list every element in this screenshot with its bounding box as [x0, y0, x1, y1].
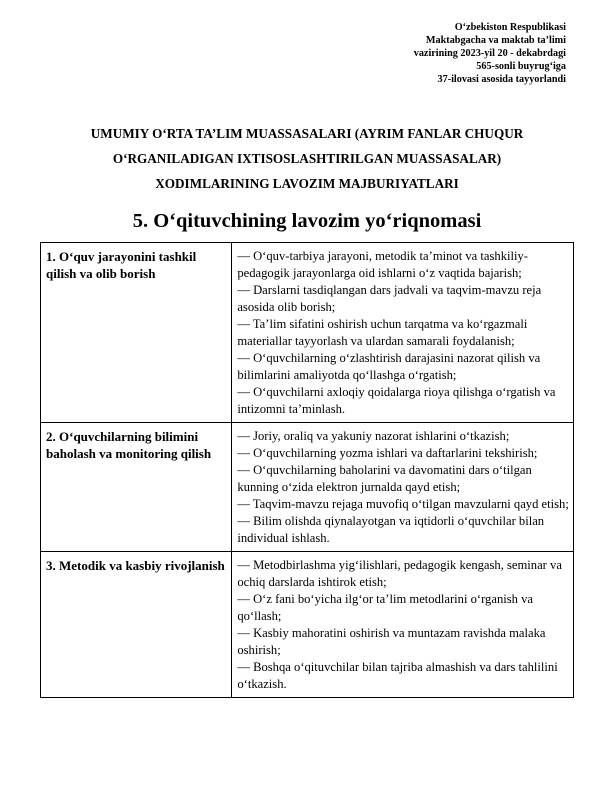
table-row: [41, 552, 574, 698]
duty-area-cell: 1. O‘quv jarayonini tashkil qilish va olib borish: [41, 243, 232, 423]
duty-item: — Kasbiy mahoratini oshirish va muntazam ravishda malaka oshirish;: [237, 626, 546, 657]
duty-item: — Bilim olishda qiynalayotgan va iqtidorli o‘quvchilar bilan individual ishlash.: [237, 514, 545, 545]
duty-item: — Darslarni tasdiqlangan dars jadvali va taqvim-mavzu reja asosida olib borish;: [237, 283, 542, 314]
title-line: O‘RGANILADIGAN IXTISOSLASHTIRILGAN MUASSASALAR): [112, 151, 502, 166]
duty-item: — O‘quvchilarning yozma ishlari va daftarlarini tekshirish;: [237, 446, 538, 460]
duty-item: — O‘quvchilarning o‘zlashtirish darajasini nazorat qilish va bilimlarini amaliyotda qo‘llashga o‘rgatish;: [237, 351, 541, 382]
document-title: [40, 121, 574, 196]
approval-line: 565-sonli buyrug‘iga: [476, 61, 566, 72]
duty-item: — O‘quvchilarni axloqiy qoidalarga rioya qilishga o‘rgatish va intizomni ta’minlash.: [237, 385, 556, 416]
duty-item: — Metodbirlashma yig‘ilishlari, pedagogik kengash, seminar va ochiq darslarda ishtirok etish;: [237, 558, 562, 589]
approval-line: O‘zbekiston Respublikasi: [454, 22, 566, 33]
title-line: UMUMIY O‘RTA TA’LIM MUASSASALARI (AYRIM FANLAR CHUQUR: [90, 126, 524, 141]
duty-item: — O‘z fani bo‘yicha ilg‘or ta’lim metodlarini o‘rganish va qo‘llash;: [237, 592, 533, 623]
approval-line: 37-ilovasi asosida tayyorlandi: [437, 74, 566, 85]
duty-list-cell: [232, 423, 574, 552]
title-line: XODIMLARINING LAVOZIM MAJBURIYATLARI: [155, 176, 459, 191]
duty-list-cell: [232, 243, 574, 423]
duty-item: — Joriy, oraliq va yakuniy nazorat ishlarini o‘tkazish;: [237, 429, 510, 443]
approval-line: Maktabgacha va maktab ta’limi: [425, 35, 566, 46]
duty-item: — Taqvim-mavzu rejaga muvofiq o‘tilgan mavzularni qayd etish;: [237, 497, 569, 511]
approval-line: vazirining 2023-yil 20 - dekabrdagi: [413, 48, 566, 59]
duty-list-cell: [232, 552, 574, 698]
duty-area-cell: 2. O‘quvchilarning bilimini baholash va monitoring qilish: [41, 423, 232, 552]
duties-table: [40, 242, 574, 698]
duty-item: — Boshqa o‘qituvchilar bilan tajriba almashish va dars tahlilini o‘tkazish.: [237, 660, 558, 691]
section-heading: 5. O‘qituvchining lavozim yo‘riqnomasi: [132, 210, 482, 232]
duty-area-cell: 3. Metodik va kasbiy rivojlanish: [41, 552, 232, 698]
approval-note: [414, 21, 566, 86]
duty-item: — O‘quvchilarning baholarini va davomatini dars o‘tilgan kunning o‘zida elektron jurnalda qayd etish;: [237, 463, 532, 494]
table-row: [41, 423, 574, 552]
duty-item: — O‘quv-tarbiya jarayoni, metodik ta’minot va tashkiliy-pedagogik jarayonlarga oid ishlarni o‘z vaqtida bajarish;: [237, 249, 528, 280]
table-row: [41, 243, 574, 423]
duty-item: — Ta’lim sifatini oshirish uchun tarqatma va ko‘rgazmali materiallar tayyorlash va ulardan samarali foydalanish;: [237, 317, 528, 348]
